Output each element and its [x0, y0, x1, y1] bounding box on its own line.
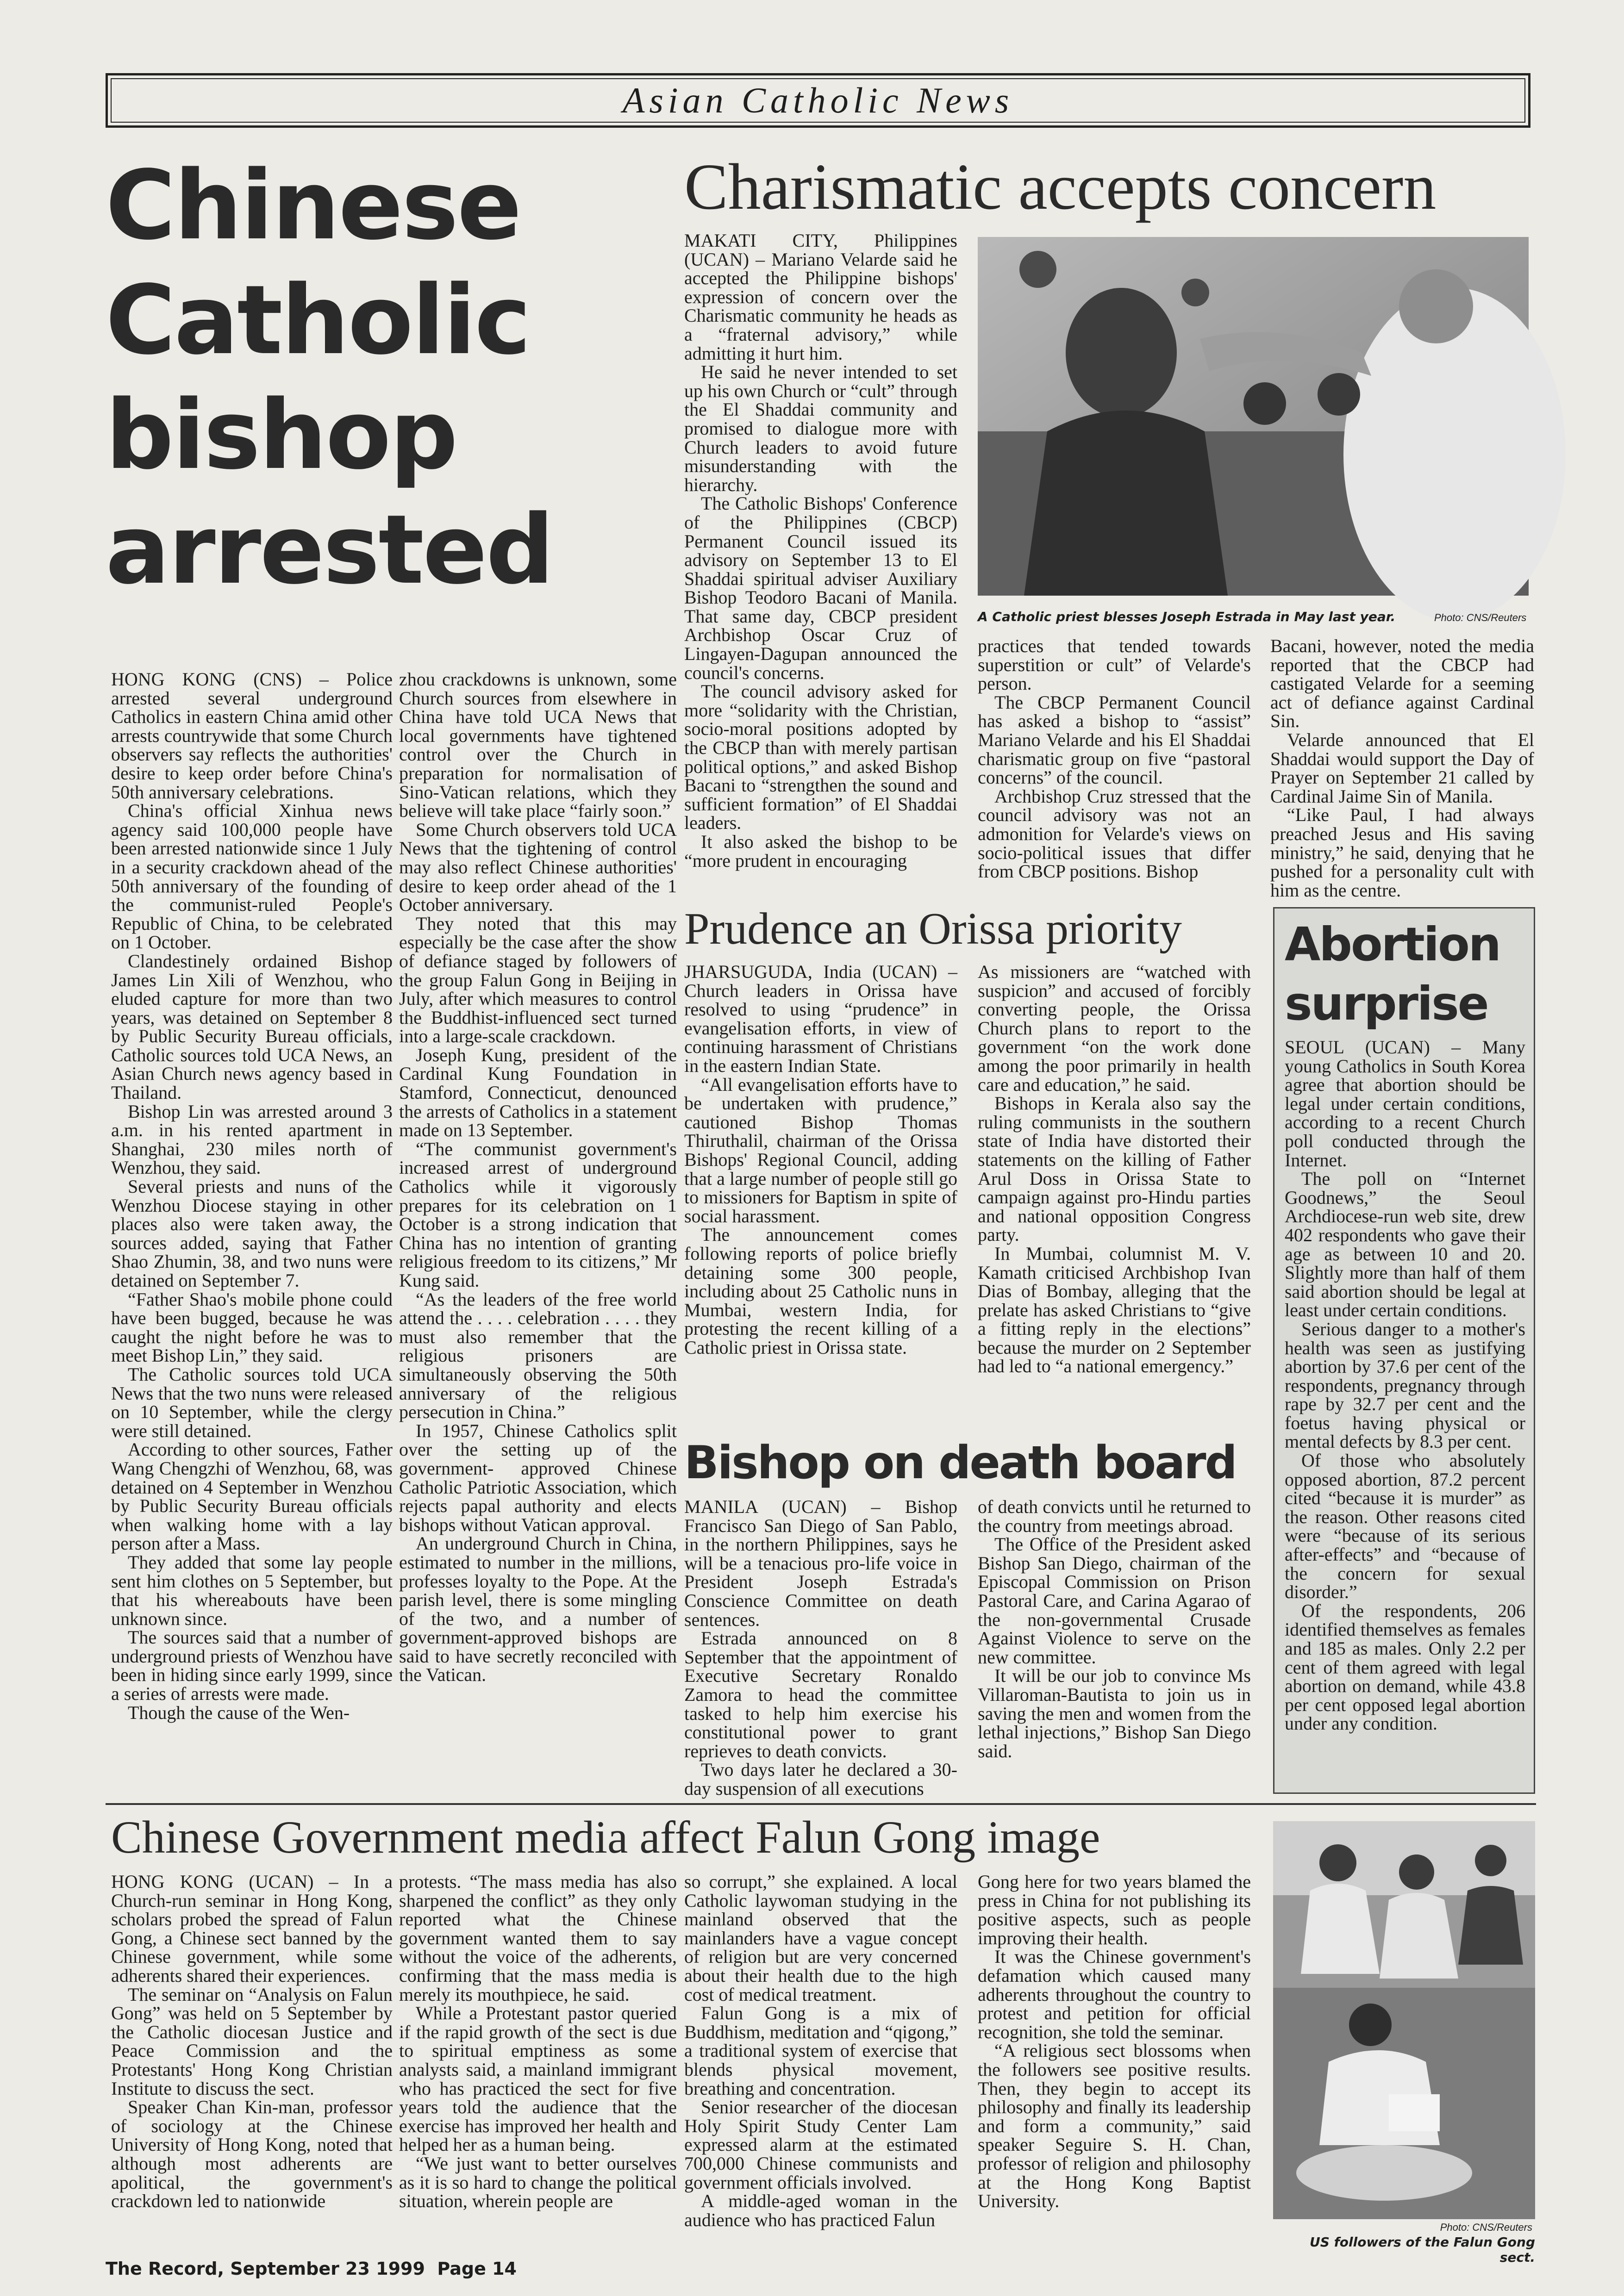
falun-gong-photo-graphic	[1273, 1821, 1535, 2219]
falun-gong-photo	[1273, 1821, 1535, 2219]
paragraph: Of the respondents, 206 identified themselves as females and 185 as males. Only 2.2 per cent of them agreed with legal abortion on demand, while 43.8 per cent opposed legal abortion under any condition.	[1285, 1600, 1525, 1734]
paragraph: “As the leaders of the free world attend the . . . . celebration . . . . they must also remember that the religious prisoners are simultaneously observing the 50th anniversary of the religious persecution in China.”	[399, 1288, 677, 1423]
paragraph: practices that tended towards superstition or cult” of Velarde's person.	[978, 635, 1251, 694]
estrada-photo-credit: Photo: CNS/Reuters	[1434, 612, 1527, 623]
story1-headline-line: Chinese	[106, 150, 521, 261]
paragraph: It was the Chinese government's defamation which caused many adherents throughout the country to protest and petition for official recognition, she told the seminar.	[978, 1946, 1251, 2042]
story5-headline	[1285, 915, 1525, 1033]
paragraph: protests. “The mass media has also sharpened the conflict” as they only reported what the Chinese government wanted them to say without the voice of the adherents, confirming that the mass media is merely its mouthpiece, he said.	[399, 1871, 677, 2005]
paragraph: Estrada announced on 8 September that the appointment of Executive Secretary Ronaldo Zamora to head the committee tasked to help him exercise his constitutional power to grant reprieves to death convicts.	[684, 1628, 957, 1761]
section-divider	[106, 1803, 1536, 1805]
paragraph: He said he never intended to set up his own Church or “cult” through the El Shaddai community and promised to dialogue more with Church leaders to avoid future misunderstanding with the hierarchy.	[684, 361, 957, 495]
story2-column-1	[684, 231, 957, 889]
estrada-blessing-photo-graphic	[978, 237, 1529, 596]
story5-headline-line: surprise	[1285, 977, 1488, 1031]
paragraph: Some Church observers told UCA News that the tightening of control may also reflect Chinese authorities' desire to keep order ahead of the 1 October anniversary.	[399, 819, 677, 915]
paragraph: The Catholic Bishops' Conference of the Philippines (CBCP) Permanent Council issued its advisory on September 13 to El Shaddai spiritual adviser Auxiliary Bishop Teodoro Bacani of Manila. That same day, CBCP president Archbishop Oscar Cruz of Lingayen-Dagupan announced the council's concerns.	[684, 493, 957, 683]
paragraph: The Office of the President asked Bishop San Diego, chairman of the Episcopal Commission on Prison Pastoral Care, and Carina Agarao of the non-governmental Crusade Against Violence to serve on the new committee.	[978, 1534, 1251, 1668]
paragraph: They added that some lay people sent him clothes on 5 September, but that his whereabouts have been unknown since.	[111, 1551, 393, 1629]
estrada-blessing-photo	[978, 237, 1529, 596]
story3-column-2	[978, 963, 1251, 1425]
story4-column-1	[684, 1496, 957, 1799]
paragraph: Senior researcher of the diocesan Holy Spirit Study Center Lam expressed alarm at the estimated 700,000 Chinese communists and government officials involved.	[684, 2097, 957, 2193]
story1-column-1	[111, 670, 393, 1794]
paragraph: Of those who absolutely opposed abortion, 87.2 percent cited “because it is murder” as the reason. Other reasons cited were “because of its serious after-effects” and “because of the concern for sexual disorder.”	[1285, 1450, 1525, 1603]
story2-column-2	[978, 637, 1251, 887]
falun-photo-credit: Photo: CNS/Reuters	[1440, 2221, 1532, 2233]
story6-headline: Chinese Government media affect Falun Gong image	[111, 1811, 1100, 1863]
paragraph: JHARSUGUDA, India (UCAN) – Church leaders in Orissa have resolved to using “prudence” in evangelisation efforts, in view of continuing harassment of Christians in the eastern Indian State.	[684, 961, 957, 1076]
page-footer: The Record, September 23 1999 Page 14	[106, 2259, 517, 2279]
paragraph: The Catholic sources told UCA News that the two nuns were released on 10 September, while the clergy were still detained.	[111, 1363, 393, 1441]
paragraph: MANILA (UCAN) – Bishop Francisco San Diego of San Pablo, in the northern Philippines, says he will be a tenacious pro-life voice in President Joseph Estrada's Conscience Committee on death sentences.	[684, 1496, 957, 1630]
paragraph: It will be our job to convince Ms Villaroman-Bautista to join us in saving the men and women from the lethal injections,” Bishop San Diego said.	[978, 1665, 1251, 1761]
story6-column-2	[399, 1873, 677, 2238]
paragraph: The announcement comes following reports of police briefly detaining some 300 people, including about 25 Catholic nuns in Mumbai, western India, for protesting the recent killing of a Catholic priest in Orissa state.	[684, 1224, 957, 1358]
paragraph: China's official Xinhua news agency said 100,000 people have been arrested nationwide since 1 July in a security crackdown ahead of the 50th anniversary of the founding of the communist-ruled People's Republic of China, to be celebrated on 1 October.	[111, 800, 393, 953]
story6-column-3	[684, 1873, 957, 2238]
masthead-banner	[106, 73, 1530, 128]
paragraph: Bishop Lin was arrested around 3 a.m. in his rented apartment in Shanghai, 230 miles north of Wenzhou, they said.	[111, 1101, 393, 1178]
story1-column-2	[399, 670, 677, 1794]
masthead-inner-border	[111, 78, 1525, 123]
story4-column-2	[978, 1498, 1251, 1794]
masthead-title: Asian Catholic News	[622, 80, 1014, 120]
paragraph: Falun Gong is a mix of Buddhism, meditation and “qigong,” a traditional system of exercise that blends physical movement, breathing and concentration.	[684, 2003, 957, 2099]
paragraph: The sources said that a number of underground priests of Wenzhou have been in hiding since early 1999, since a series of arrests were made.	[111, 1627, 393, 1705]
falun-photo-caption: US followers of the Falun Gong sect.	[1309, 2234, 1535, 2265]
paragraph: Two days later he declared a 30-day suspension of all executions	[684, 1759, 957, 1799]
paragraph: zhou crackdowns is unknown, some Church sources from elsewhere in China have told UCA News that local governments have tightened control over the Church in preparation for normalisation of Sino-Vatican relations, which they believe will take place “fairly soon.”	[399, 669, 677, 821]
story4-headline: Bishop on death board	[684, 1437, 1236, 1489]
paragraph: Gong here for two years blamed the press in China for not publishing its positive aspects, such as people improving their health.	[978, 1871, 1251, 1948]
paragraph: Clandestinely ordained Bishop James Lin Xili of Wenzhou, who eluded capture for more than two years, was detained on September 8 by Public Security Bureau officials, Catholic sources told UCA News, an Asian Church news agency based in Thailand.	[111, 950, 393, 1103]
paragraph: of death convicts until he returned to the country from meetings abroad.	[978, 1496, 1251, 1536]
story3-headline: Prudence an Orissa priority	[684, 904, 1182, 954]
story6-column-1	[111, 1873, 393, 2238]
paragraph: HONG KONG (CNS) – Police arrested several underground Catholics in eastern China amid other arrests countrywide that some Church observers say reflects the authorities' desire to keep order before China's 50th anniversary celebrations.	[111, 669, 393, 803]
paragraph: The council advisory asked for more “solidarity with the Christian, socio-moral positions adopted by the CBCP than with merely partisan political options,” and asked Bishop Bacani to “strengthen the sound and sufficient formation” of El Shaddai leaders.	[684, 681, 957, 834]
paragraph: “All evangelisation efforts have to be undertaken with prudence,” cautioned Bishop Thomas Thiruthalil, chairman of the Orissa Bishops' Regional Council, adding that a large number of people still go to missioners for Baptism in spite of social harassment.	[684, 1074, 957, 1226]
story1-headline-line: arrested	[106, 494, 553, 605]
abortion-sidebar	[1273, 907, 1535, 1794]
estrada-photo-caption: A Catholic priest blesses Joseph Estrada in May last year.	[978, 609, 1396, 624]
paragraph: In Mumbai, columnist M. V. Kamath criticised Archbishop Ivan Dias of Bombay, alleging that the prelate has asked Christians to “give a fitting reply in the elections” because the murder on 2 September had led to “a national emergency.”	[978, 1243, 1251, 1377]
story1-headline-line: bishop	[106, 380, 457, 491]
paragraph: The seminar on “Analysis on Falun Gong” was held on 5 September by the Catholic diocesan Justice and Peace Commission and the Protestants' Hong Kong Christian Institute to discuss the sect.	[111, 1984, 393, 2099]
paragraph: “The communist government's increased arrest of underground Catholics while it vigorously prepares for its celebration on 1 October is a strong indication that China has no intention of granting religious freedom to its citizens,” Mr Kung said.	[399, 1138, 677, 1291]
paragraph: According to other sources, Father Wang Chengzhi of Wenzhou, 68, was detained on 4 September in Wenzhou by Public Security Bureau officials when walking home with a lay person after a Mass.	[111, 1439, 393, 1554]
paragraph: SEOUL (UCAN) – Many young Catholics in South Korea agree that abortion should be legal under certain conditions, according to a recent Church poll conducted through the Internet.	[1285, 1037, 1525, 1170]
paragraph: “A religious sect blossoms when the followers see positive results. Then, they begin to accept its philosophy and finally its leadership and form a community,” said speaker Seguire S. H. Chan, professor of religion and philosophy at the Hong Kong Baptist University.	[978, 2040, 1251, 2212]
paragraph: Archbishop Cruz stressed that the council advisory was not an admonition for Velarde's views on socio-political issues that differ from CBCP positions. Bishop	[978, 785, 1251, 882]
paragraph: The poll on “Internet Goodnews,” the Seoul Archdiocese-run web site, drew 402 respondents who gave their age as between 10 and 20. Slightly more than half of them said abortion should be legal at least under certain conditions.	[1285, 1168, 1525, 1321]
story3-column-1	[684, 963, 957, 1425]
paragraph: Speaker Chan Kin-man, professor of sociology at the Chinese University of Hong Kong, noted that although most adherents are apolitical, the government's crackdown led to nationwide	[111, 2097, 393, 2212]
paragraph: so corrupt,” she explained. A local Catholic laywoman studying in the mainland observed that the mainlanders have a vague concept of religion but are very concerned about their health due to the high cost of medical treatment.	[684, 1871, 957, 2005]
paragraph: Several priests and nuns of the Wenzhou Diocese staying in other places also were taken away, the sources added, saying that Father Shao Zhumin, 38, and two nuns were detained on September 7.	[111, 1176, 393, 1291]
paragraph: “We just want to better ourselves as it is so hard to change the political situation, wherein people are	[399, 2153, 677, 2212]
story6-column-4	[978, 1873, 1251, 2238]
story5-body	[1285, 1038, 1525, 1788]
story2-headline: Charismatic accepts concern	[684, 150, 1437, 223]
paragraph: A middle-aged woman in the audience who has practiced Falun	[684, 2190, 957, 2230]
paragraph: As missioners are “watched with suspicion” and accused of forcibly converting people, the Orissa Church plans to report to the government “on the work done among the poor primarily in health care and education,” he said.	[978, 961, 1251, 1095]
paragraph: While a Protestant pastor queried if the rapid growth of the sect is due to spiritual emptiness as some analysts said, a mainland immigrant who has practiced the sect for five years told the audience that the exercise has improved her health and helped her as a human being.	[399, 2003, 677, 2155]
paragraph: Serious danger to a mother's health was seen as justifying abortion by 37.6 per cent of the respondents, pregnancy through rape by 32.7 per cent and the foetus having physical or mental defects by 8.3 per cent.	[1285, 1318, 1525, 1452]
paragraph: An underground Church in China, estimated to number in the millions, professes loyalty to the Pope. At the parish level, there is some mingling of the two, and a number of government-approved bishops are said to have secretly reconciled with the Vatican.	[399, 1533, 677, 1686]
paragraph: It also asked the bishop to be “more prudent in encouraging	[684, 831, 957, 871]
paragraph: In 1957, Chinese Catholics split over the setting up of the government- approved Chinese Catholic Patriotic Association, which rejects papal authority and elects bishops without Vatican approval.	[399, 1420, 677, 1535]
paragraph: Velarde announced that El Shaddai would support the Day of Prayer on September 21 called by Cardinal Jaime Sin of Manila.	[1270, 729, 1534, 807]
story1-headline-line: Catholic	[106, 265, 530, 376]
paragraph: “Father Shao's mobile phone could have been bugged, because he was caught the night before he was to meet Bishop Lin,” they said.	[111, 1288, 393, 1366]
paragraph: HONG KONG (UCAN) – In a Church-run seminar in Hong Kong, scholars probed the spread of Falun Gong, a Chinese sect banned by the Chinese government, while some adherents shared their experiences.	[111, 1871, 393, 1986]
story2-column-3	[1270, 635, 1534, 901]
story5-headline-line: Abortion	[1285, 917, 1500, 971]
paragraph: Bishops in Kerala also say the ruling communists in the southern state of India have distorted their statements on the killing of Father Arul Doss in Orissa State to campaign against pro-Hindu parties and national opposition Congress party.	[978, 1093, 1251, 1245]
paragraph: Though the cause of the Wen-	[128, 1702, 350, 1723]
paragraph: Bacani, however, noted the media reported that the CBCP had castigated Velarde for a seeming act of defiance against Cardinal Sin.	[1270, 635, 1534, 732]
paragraph: MAKATI CITY, Philippines (UCAN) – Mariano Velarde said he accepted the Philippine bishops' expression of concern over the Charismatic community he heads as a “fraternal advisory,” while admitting it hurt him.	[684, 230, 957, 364]
paragraph: Joseph Kung, president of the Cardinal Kung Foundation in Stamford, Connecticut, denounced the arrests of Catholics in a statement made on 13 September.	[399, 1044, 677, 1141]
paragraph: They noted that this may especially be the case after the show of defiance staged by followers of the group Falun Gong in Beijing in July, after which measures to control the Buddhist-influenced sect turned into a large-scale crackdown.	[399, 913, 677, 1047]
story1-headline	[106, 148, 707, 607]
paragraph: “Like Paul, I had always preached Jesus and His saving ministry,” he said, denying that he pushed for a personality cult with him as the centre.	[1270, 804, 1534, 901]
paragraph: The CBCP Permanent Council has asked a bishop to “assist” Mariano Velarde and his El Shaddai charismatic group on five “pastoral concerns” of the council.	[978, 691, 1251, 788]
